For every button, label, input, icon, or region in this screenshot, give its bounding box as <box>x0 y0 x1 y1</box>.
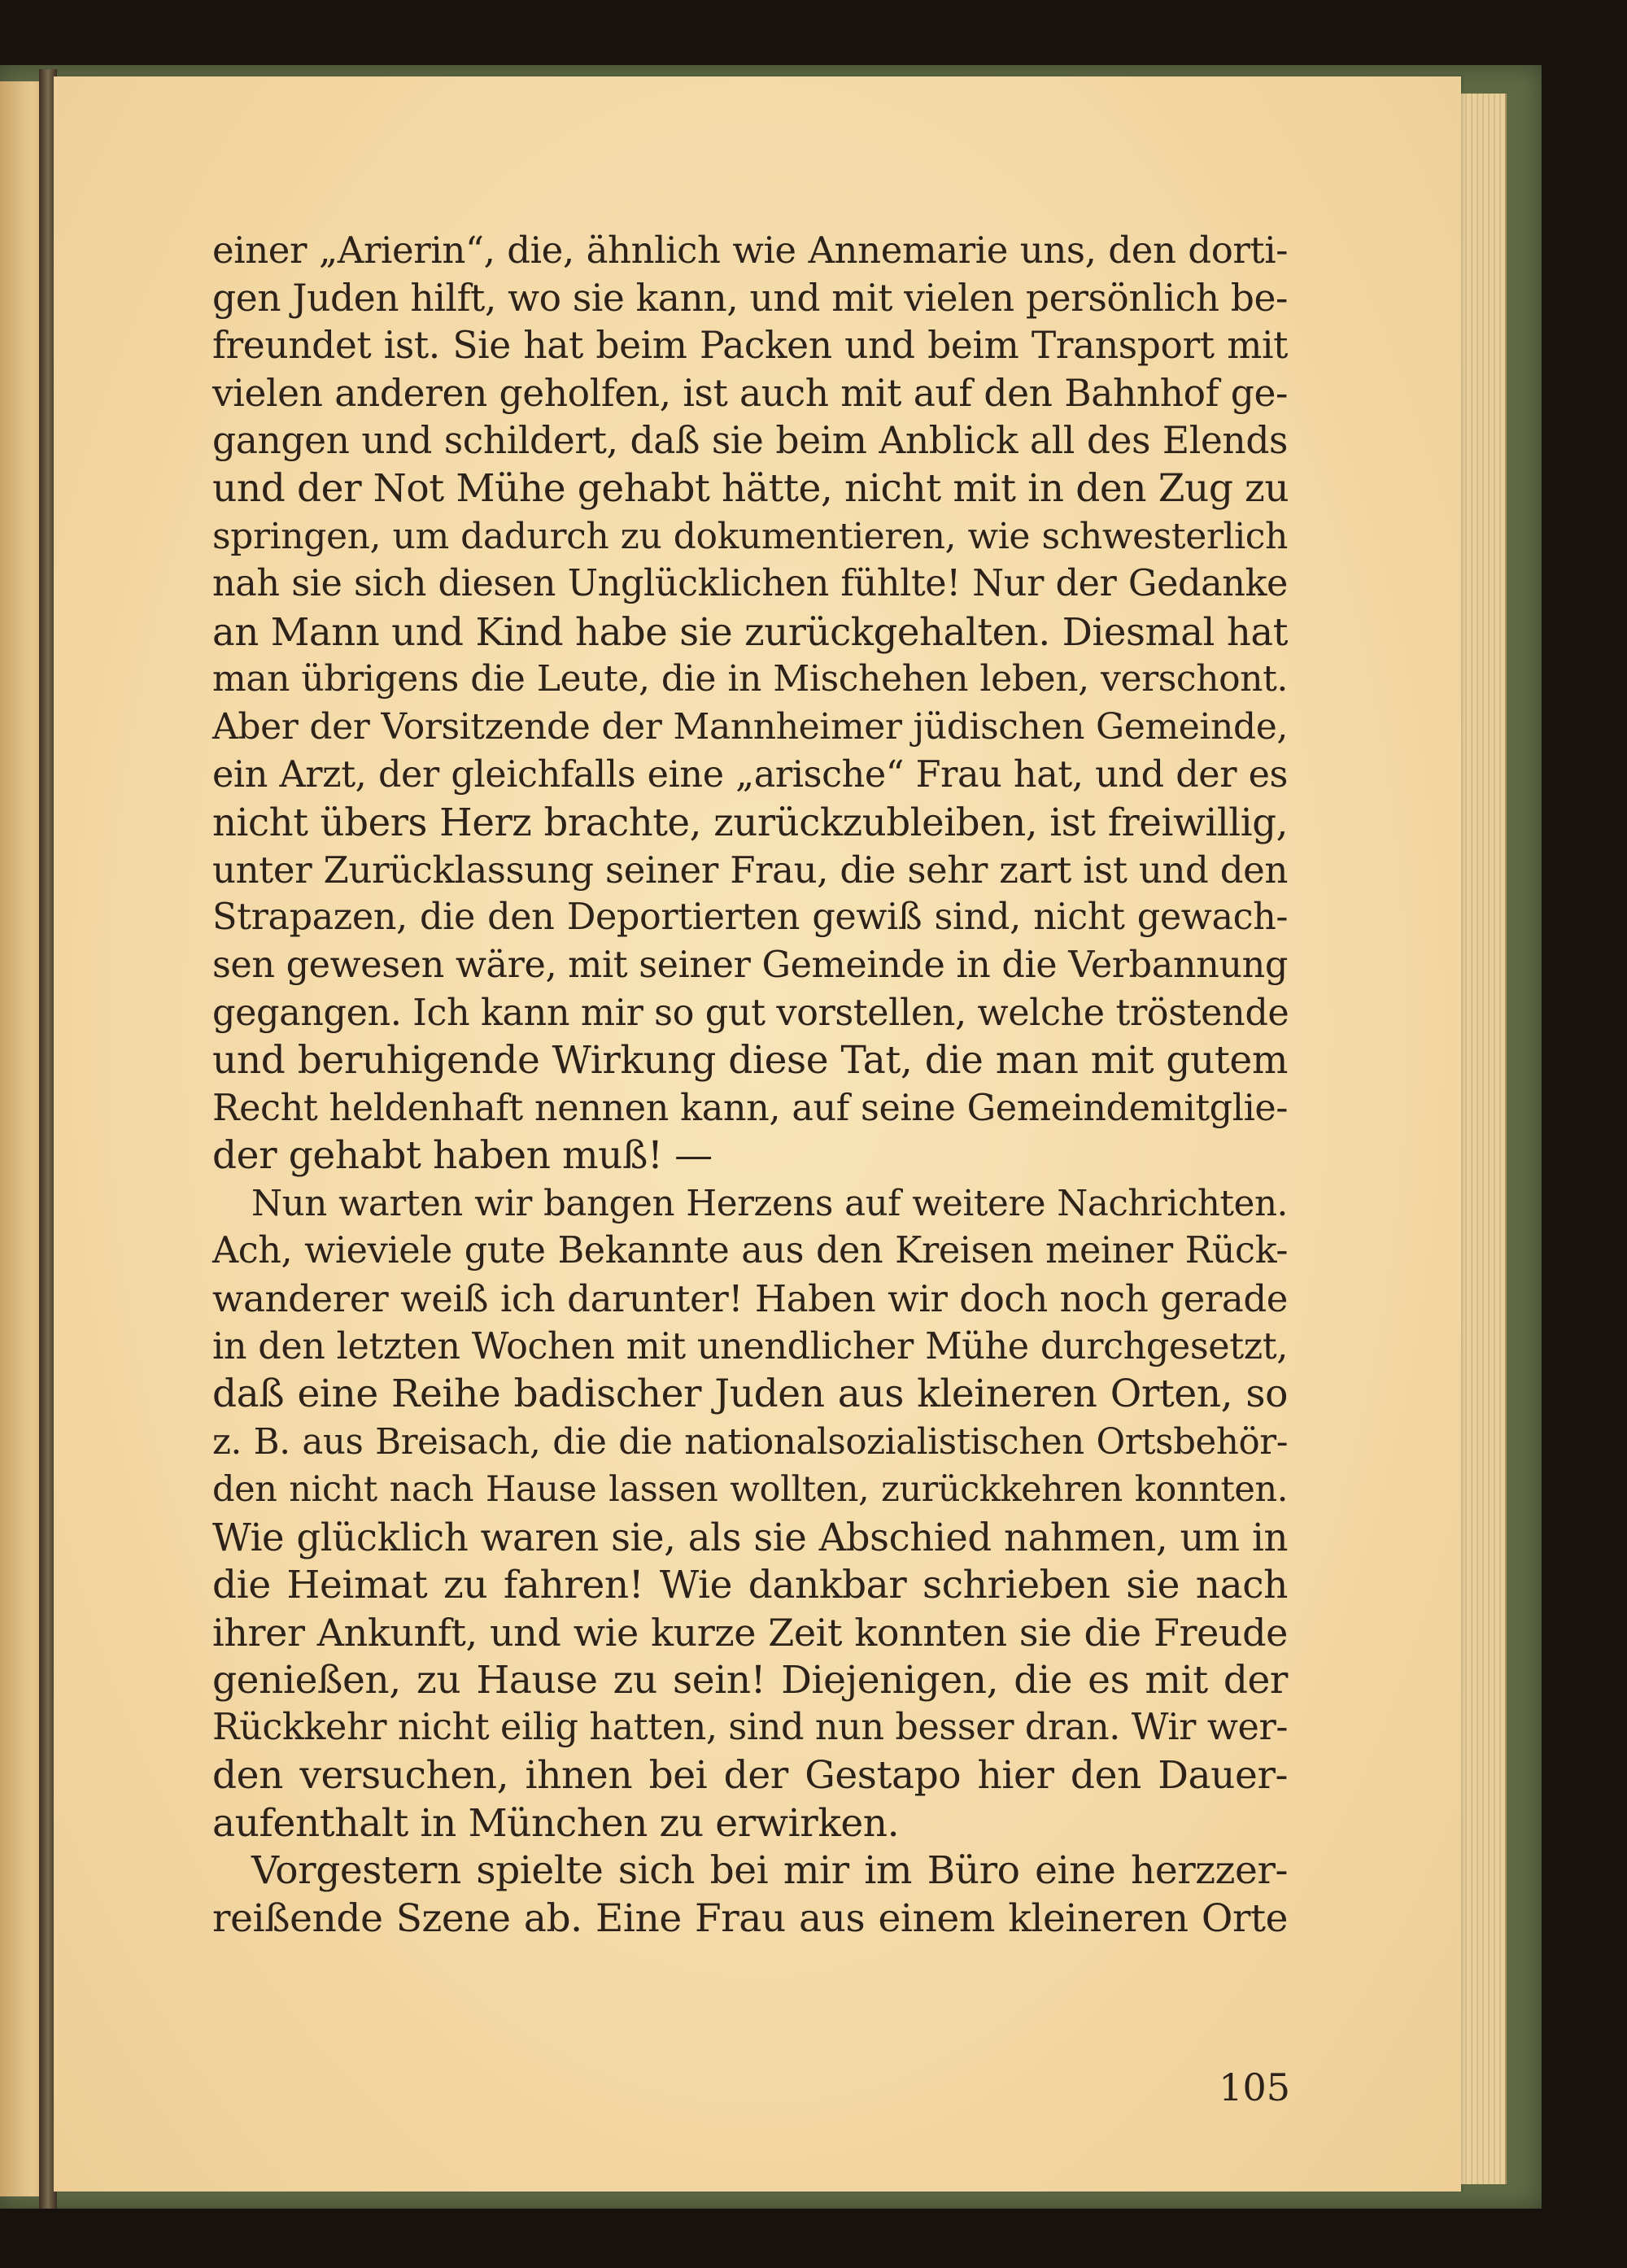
text-line: den versuchen, ihnen bei der Gestapo hier den Dauer- <box>212 1753 1288 1798</box>
page-edges <box>1456 94 1507 2184</box>
text-line: gen Juden hilft, wo sie kann, und mit vielen persönlich be- <box>212 276 1288 320</box>
text-line: die Heimat zu fahren! Wie dankbar schrieben sie nach <box>212 1562 1288 1607</box>
text-line: Vorgestern spielte sich bei mir im Büro eine herzzer- <box>251 1848 1288 1894</box>
text-line: in den letzten Wochen mit unendlicher Mühe durchgesetzt, <box>212 1325 1288 1367</box>
text-line: Nun warten wir bangen Herzens auf weitere Nachrichten. <box>251 1183 1288 1224</box>
page-text <box>212 227 1288 1943</box>
text-line: einer „Arierin“, die, ähnlich wie Annemarie uns, den dorti- <box>212 229 1288 272</box>
text-line: Ach, wieviele gute Bekannte aus den Kreisen meiner Rück- <box>212 1230 1288 1272</box>
text-line: man übrigens die Leute, die in Mischehen leben, verschont. <box>212 658 1288 700</box>
text-line: freundet ist. Sie hat beim Packen und beim Transport mit <box>212 324 1288 368</box>
text-line: vielen anderen geholfen, ist auch mit auf den Bahnhof ge- <box>212 371 1288 415</box>
text-line: z. B. aus Breisach, die die nationalsozialistischen Ortsbehör- <box>212 1421 1288 1463</box>
text-line: gegangen. Ich kann mir so gut vorstellen, welche tröstende <box>212 992 1289 1034</box>
text-line: nicht übers Herz brachte, zurückzubleiben, ist freiwillig, <box>212 800 1288 845</box>
text-line: und der Not Mühe gehabt hätte, nicht mit in den Zug zu <box>212 465 1289 511</box>
text-line: aufenthalt in München zu erwirken. <box>212 1800 900 1846</box>
text-line: daß eine Reihe badischer Juden aus kleineren Orten, so <box>212 1372 1288 1417</box>
text-line: Wie glücklich waren sie, als sie Abschied nahmen, um in <box>212 1516 1288 1560</box>
text-line: genießen, zu Hause zu sein! Diejenigen, die es mit der <box>212 1657 1288 1703</box>
text-line: und beruhigende Wirkung diese Tat, die man mit gutem <box>212 1038 1288 1084</box>
text-line: der gehabt haben muß! — <box>212 1133 713 1179</box>
text-line: an Mann und Kind habe sie zurückgehalten. Diesmal hat <box>212 609 1288 654</box>
book-page <box>54 76 1461 2192</box>
text-line: nah sie sich diesen Unglücklichen fühlte! Nur der Gedanke <box>212 563 1288 605</box>
text-line: Rückkehr nicht eilig hatten, sind nun besser dran. Wir wer- <box>212 1707 1288 1749</box>
text-line: reißende Szene ab. Eine Frau aus einem kleineren Orte <box>212 1895 1288 1941</box>
text-line: Aber der Vorsitzende der Mannheimer jüdischen Gemeinde, <box>212 705 1288 748</box>
left-page-edge <box>0 81 45 2196</box>
text-line: ihrer Ankunft, und wie kurze Zeit konnten sie die Freude <box>212 1611 1288 1655</box>
text-line: springen, um dadurch zu dokumentieren, wie schwesterlich <box>212 515 1288 557</box>
page-number: 105 <box>1219 2065 1290 2109</box>
text-line: wanderer weiß ich darunter! Haben wir doch noch gerade <box>212 1277 1288 1321</box>
text-line: Strapazen, die den Deportierten gewiß sind, nicht gewach- <box>212 896 1288 939</box>
text-line: den nicht nach Hause lassen wollten, zurückkehren konnten. <box>212 1469 1288 1511</box>
text-line: gangen und schildert, daß sie beim Anblick all des Elends <box>212 419 1288 463</box>
text-line: unter Zurücklassung seiner Frau, die sehr zart ist und den <box>212 848 1288 892</box>
text-line: ein Arzt, der gleichfalls eine „arische“ Frau hat, und der es <box>212 753 1288 796</box>
text-line: Recht heldenhaft nennen kann, auf seine Gemeindemitglie- <box>212 1087 1288 1129</box>
text-line: sen gewesen wäre, mit seiner Gemeinde in die Verbannung <box>212 944 1288 986</box>
